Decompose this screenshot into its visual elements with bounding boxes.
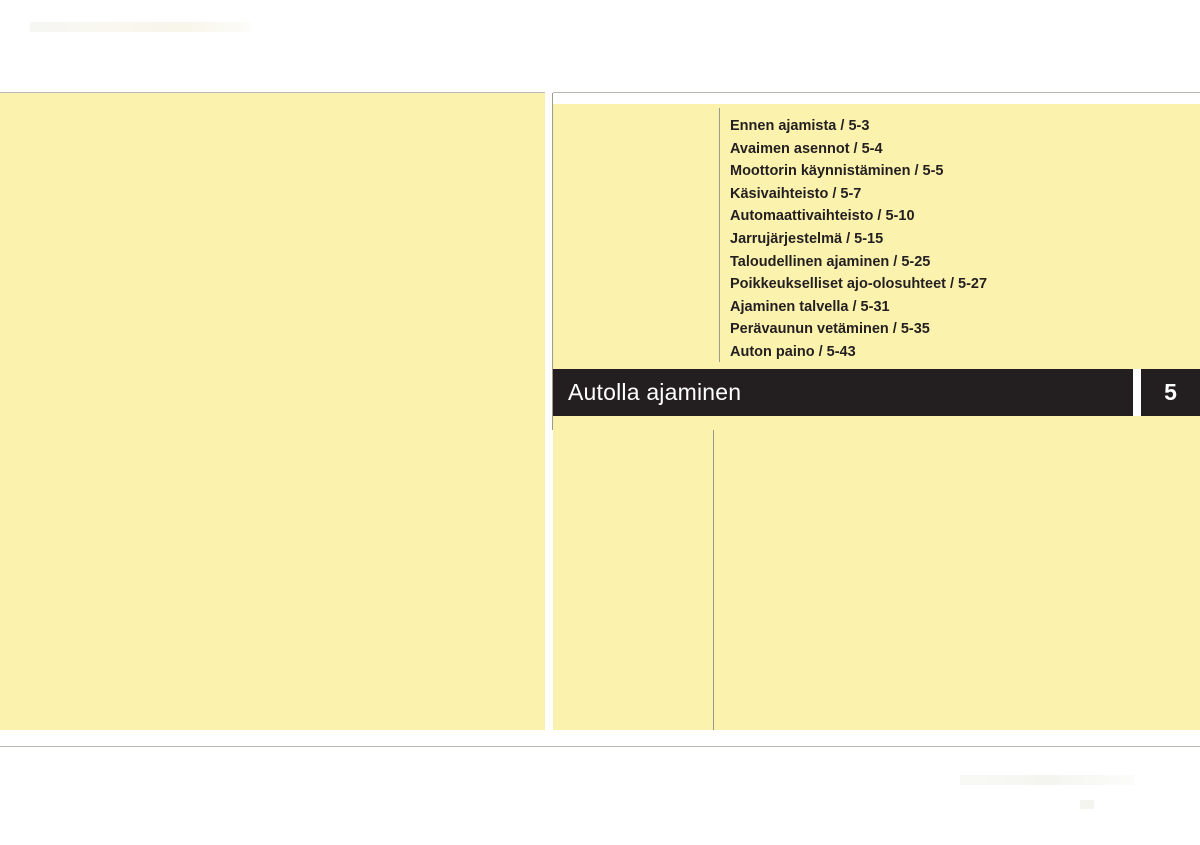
page-title: Autolla ajaminen: [568, 379, 742, 405]
contents-list-rule: [719, 108, 720, 362]
list-item[interactable]: Moottorin käynnistäminen / 5-5: [730, 163, 944, 180]
top-edge-artifact: [30, 22, 250, 32]
list-item[interactable]: Ennen ajamista / 5-3: [730, 118, 870, 134]
list-item[interactable]: Poikkeukselliset ajo-olosuhteet / 5-27: [730, 276, 988, 293]
title-bar-gap: [1133, 369, 1141, 416]
chapter-contents-list: [730, 115, 1180, 364]
bottom-rule: [0, 746, 1200, 747]
list-item[interactable]: Käsivaihteisto / 5-7: [730, 185, 862, 202]
list-item[interactable]: Taloudellinen ajaminen / 5-25: [730, 253, 931, 270]
column-divider-lower: [713, 430, 714, 730]
chapter-number-label: 5: [1164, 379, 1177, 405]
list-item[interactable]: Perävaunun vetäminen / 5-35: [730, 321, 930, 338]
footer-edge-artifact: [960, 775, 1135, 785]
list-item[interactable]: Ajaminen talvella / 5-31: [730, 298, 890, 315]
list-item[interactable]: Avaimen asennot / 5-4: [730, 140, 883, 157]
chapter-title-bar: [553, 369, 1133, 416]
footer-mark: [1080, 800, 1094, 809]
chapter-number-tab: [1141, 369, 1200, 416]
list-item[interactable]: Jarrujärjestelmä / 5-15: [730, 230, 884, 247]
right-column-top-margin: [553, 93, 1200, 104]
list-item[interactable]: Automaattivaihteisto / 5-10: [730, 208, 915, 225]
list-item[interactable]: Auton paino / 5-43: [730, 343, 856, 360]
